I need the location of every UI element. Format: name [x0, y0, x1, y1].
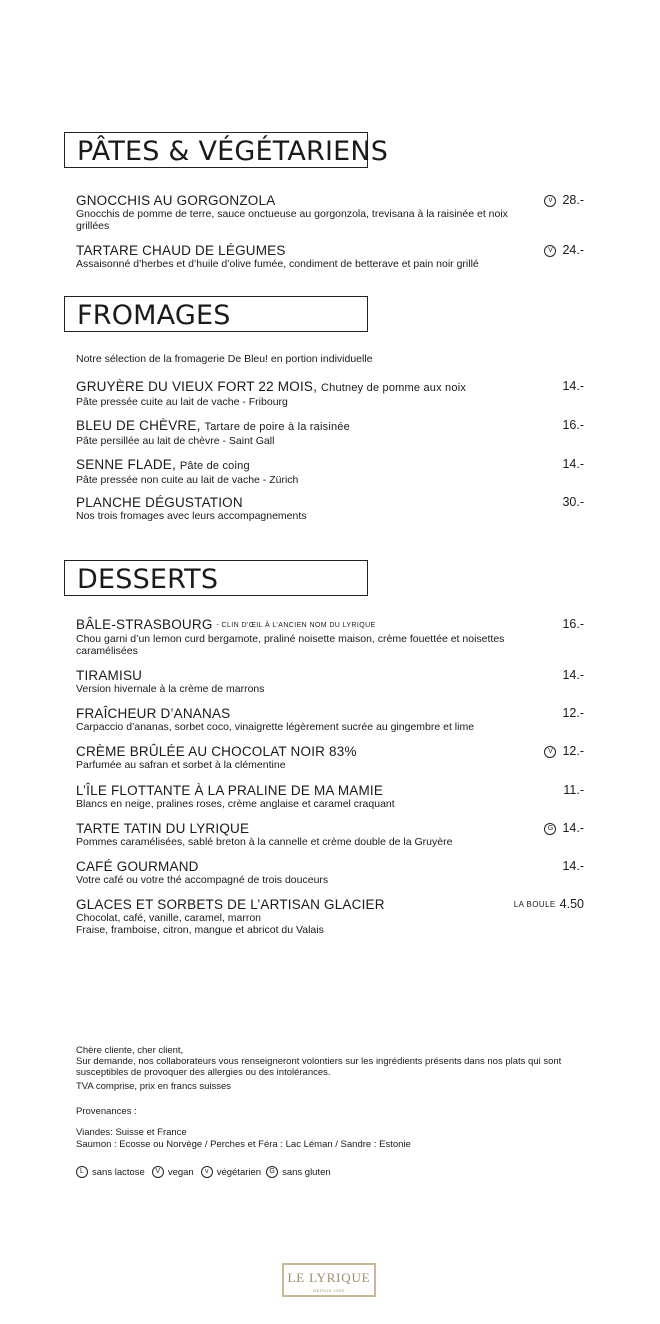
item-sub: Tartare de poire à la raisinée	[204, 421, 350, 433]
item-desc: Version hivernale à la crème de marrons	[76, 683, 265, 695]
item-sub: Pâte de coing	[179, 460, 250, 472]
item-desc: Gnocchis de pomme de terre, sauce onctueuse au gorgonzola, trevisana à la raisinée et noix grillées	[76, 208, 508, 232]
menu-item-gnocchis	[76, 193, 584, 232]
item-sub: Chutney de pomme aux noix	[321, 382, 467, 394]
item-price: 14.-	[562, 859, 584, 873]
item-price: 4.50	[559, 897, 584, 911]
le-lyrique-logo	[282, 1263, 376, 1297]
item-name: GLACES ET SORBETS DE L’ARTISAN GLACIER	[76, 897, 385, 912]
item-desc: Parfumée au safran et sorbet à la clémentine	[76, 759, 286, 771]
item-price: 24.-	[562, 243, 584, 257]
footer-allergy-note: Sur demande, nos collaborateurs vous renseigneront volontiers sur les ingrédients présents dans nos plats qui sont susceptibles de provoquer des allergies ou des intolérances.	[76, 1056, 562, 1078]
item-desc: Carpaccio d’ananas, sorbet coco, vinaigrette légèrement sucrée au gingembre et lime	[76, 721, 475, 733]
vegan-icon: V	[544, 245, 556, 257]
item-desc: Assaisonné d’herbes et d’huile d’olive fumée, condiment de betterave et pain noir grillé	[76, 258, 479, 270]
gluten-free-icon: G	[266, 1166, 278, 1178]
item-name: CAFÉ GOURMAND	[76, 859, 199, 874]
item-desc: Pâte pressée cuite au lait de vache - Fribourg	[76, 396, 288, 408]
item-desc: Chocolat, café, vanille, caramel, marron Fraise, framboise, citron, mangue et abricot du Valais	[76, 912, 324, 936]
item-price: 14.-	[562, 668, 584, 682]
item-name: L’ÎLE FLOTTANTE À LA PRALINE DE MA MAMIE	[76, 783, 384, 798]
vegan-icon: V	[544, 746, 556, 758]
vegan-icon: V	[152, 1166, 164, 1178]
item-desc: Blancs en neige, pralines roses, crème anglaise et caramel craquant	[76, 798, 395, 810]
vegetarian-icon: v	[201, 1166, 213, 1178]
menu-item-tiramisu	[76, 668, 584, 695]
menu-item-tarte-tatin	[76, 821, 584, 848]
item-name: TARTARE CHAUD DE LÉGUMES	[76, 243, 286, 258]
item-sub: - CLIN D’ŒIL À L’ANCIEN NOM DU LYRIQUE	[216, 621, 376, 629]
item-name: BÂLE-STRASBOURG	[76, 617, 213, 632]
item-desc: Pâte persillée au lait de chèvre - Saint Gall	[76, 435, 275, 447]
lactose-free-icon: L	[76, 1166, 88, 1178]
menu-item-bale-strasbourg	[76, 617, 584, 657]
menu-item-ananas	[76, 706, 584, 733]
menu-item-bleu-chevre	[76, 418, 584, 447]
legend-label: vegan	[167, 1166, 194, 1178]
section-fromages	[64, 296, 368, 332]
item-desc: Pommes caramélisées, sablé breton à la cannelle et crème double de la Gruyère	[76, 836, 453, 848]
item-price: 11.-	[563, 783, 584, 797]
item-price: 12.-	[562, 706, 584, 720]
footer-provenances-title: Provenances :	[76, 1106, 137, 1117]
item-name: SENNE FLADE,	[76, 457, 176, 472]
section-pates	[64, 132, 389, 168]
menu-item-ile-flottante	[76, 783, 584, 810]
legend-label: sans gluten	[282, 1166, 331, 1178]
menu-item-cafe-gourmand	[76, 859, 584, 886]
footer-viandes: Viandes: Suisse et France	[76, 1127, 187, 1138]
menu-item-gruyere	[76, 379, 584, 408]
item-desc: Chou garni d’un lemon curd bergamote, praliné noisette maison, crème fouettée et noisettes caramélisées	[76, 632, 505, 657]
menu-item-creme-brulee	[76, 744, 584, 771]
dietary-legend	[76, 1166, 331, 1178]
item-name: GRUYÈRE DU VIEUX FORT 22 MOIS,	[76, 379, 318, 394]
footer-poissons: Saumon : Ecosse ou Norvège / Perches et Féra : Lac Léman / Sandre : Estonie	[76, 1139, 411, 1150]
item-name: TIRAMISU	[76, 668, 143, 683]
footer-greeting: Chère cliente, cher client,	[76, 1045, 184, 1056]
item-desc: Nos trois fromages avec leurs accompagnements	[76, 510, 307, 522]
item-name: FRAÎCHEUR D’ANANAS	[76, 706, 231, 721]
item-price: 14.-	[562, 379, 584, 393]
item-price: 16.-	[562, 418, 584, 432]
gluten-free-icon: G	[544, 823, 556, 835]
item-name: TARTE TATIN DU LYRIQUE	[76, 821, 250, 836]
item-name: GNOCCHIS AU GORGONZOLA	[76, 193, 276, 208]
menu-item-tartare	[76, 243, 584, 270]
item-desc: Votre café ou votre thé accompagné de trois douceurs	[76, 874, 329, 886]
footer-tva: TVA comprise, prix en francs suisses	[76, 1081, 232, 1092]
logo-name: LE LYRIQUE	[287, 1270, 371, 1285]
section-title-desserts: DESSERTS	[77, 564, 219, 595]
item-name: BLEU DE CHÈVRE,	[76, 418, 201, 433]
item-desc: Pâte pressée non cuite au lait de vache - Zürich	[76, 474, 299, 486]
item-price: 14.-	[562, 821, 584, 835]
legend-label: sans lactose	[92, 1166, 145, 1178]
section-desserts	[64, 560, 368, 596]
item-price: 14.-	[562, 457, 584, 471]
fromages-intro: Notre sélection de la fromagerie De Bleu! en portion individuelle	[76, 353, 373, 365]
item-name: CRÈME BRÛLÉE AU CHOCOLAT NOIR 83%	[76, 744, 357, 759]
menu-item-senne-flade	[76, 457, 584, 486]
legend-label: végétarien	[216, 1166, 262, 1178]
item-price: 30.-	[562, 495, 584, 509]
item-price: 12.-	[562, 744, 584, 758]
item-price: 16.-	[562, 617, 584, 631]
item-price: 28.-	[562, 193, 584, 207]
section-title-pates: PÂTES & VÉGÉTARIENS	[77, 136, 389, 167]
menu-item-glaces	[76, 897, 584, 936]
menu-item-planche	[76, 495, 584, 522]
logo-tagline: DEPUIS 1900	[313, 1288, 345, 1293]
price-prefix: LA BOULE	[513, 900, 556, 910]
section-title-fromages: FROMAGES	[77, 300, 231, 331]
item-name: PLANCHE DÉGUSTATION	[76, 495, 243, 510]
vegetarian-icon: v	[544, 195, 556, 207]
